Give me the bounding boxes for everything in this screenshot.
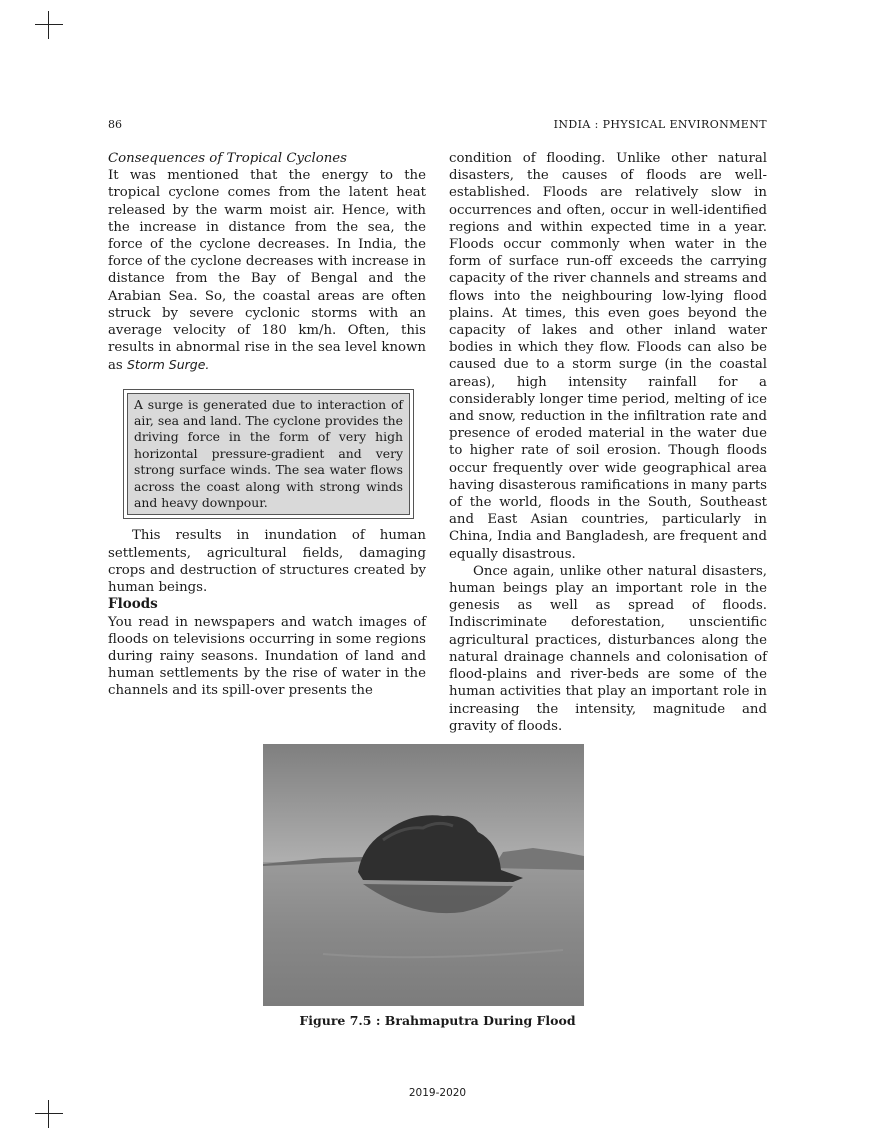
page-number: 86 (108, 118, 122, 131)
storm-surge-box-text: A surge is generated due to interaction of air, sea and land. The cyclone provides the driving force in the form of very high horizontal pressure-gradient and very strong surface winds. The sea water flows across the coast along with strong winds and heavy downpour. (127, 393, 410, 516)
right-column (449, 150, 767, 735)
photo-illustration (263, 744, 584, 1006)
running-header: INDIA : PHYSICAL ENVIRONMENT (553, 118, 767, 131)
crop-mark-top-left (35, 11, 63, 39)
flooding-conditions-paragraph: condition of flooding. Unlike other natural disasters, the causes of floods are well-established. Floods are relatively slow in occurrences and often, occur in well-identified regions and within expected time in a year. Floods occur commonly when water in the form of surface run-off exceeds the carrying capacity of the river channels and streams and flows into the neighbouring low-lying flood plains. At times, this even goes beyond the capacity of lakes and other inland water bodies in which they flow. Floods can also be caused due to a storm surge (in the coastal areas), high intensity rainfall for a considerably longer time period, melting of ice and snow, reduction in the infiltration rate and presence of eroded material in the water due to higher rate of soil erosion. Though floods occur frequently over wide geographical area having disasterous ramifications in many parts of the world, floods in the South, Southeast and East Asian countries, particularly in China, India and Bangladesh, are frequent and equally disastrous. (449, 151, 767, 562)
brahmaputra-flood-photo (263, 744, 584, 1006)
storm-surge-box (123, 389, 414, 520)
section-subheading: Consequences of Tropical Cyclones (108, 151, 347, 166)
cyclone-paragraph (108, 167, 426, 374)
floods-intro-paragraph: You read in newspapers and watch images of floods on televisions occurring in some regions during rainy seasons. Inundation of land and human settlements by the rise of water in the channels and its spill-over presents the (108, 614, 426, 699)
human-role-paragraph: Once again, unlike other natural disasters, human beings play an important role in the genesis as well as spread of floods. Indiscriminate deforestation, unscientific agricultural practices, disturbances along the natural drainage channels and colonisation of flood-plains and river-beds are some of the human activities that play an important role in increasing the intensity, magnitude and gravity of floods. (449, 563, 767, 734)
storm-surge-term: Storm Surge. (126, 357, 210, 373)
left-column (108, 150, 426, 700)
page-footer-year: 2019-2020 (408, 1087, 467, 1099)
figure-caption: Figure 7.5 : Brahmaputra During Flood (299, 1013, 576, 1028)
floods-heading: Floods (108, 596, 158, 613)
cyclone-paragraph-text: It was mentioned that the energy to the tropical cyclone comes from the latent heat released by the warm moist air. Hence, with the increase in distance from the sea, the force of the cyclone decreases. In India, the force of the cyclone decreases with increase in distance from the Bay of Bengal and the Arabian Sea. So, the coastal areas are often struck by severe cyclonic storms with an average velocity of 180 km/h. Often, this results in abnormal rise in the sea level known as (108, 168, 426, 374)
crop-mark-bottom-left (35, 1100, 63, 1128)
inundation-paragraph: This results in inundation of human settlements, agricultural fields, damaging crops and destruction of structures created by human beings. (108, 528, 426, 596)
